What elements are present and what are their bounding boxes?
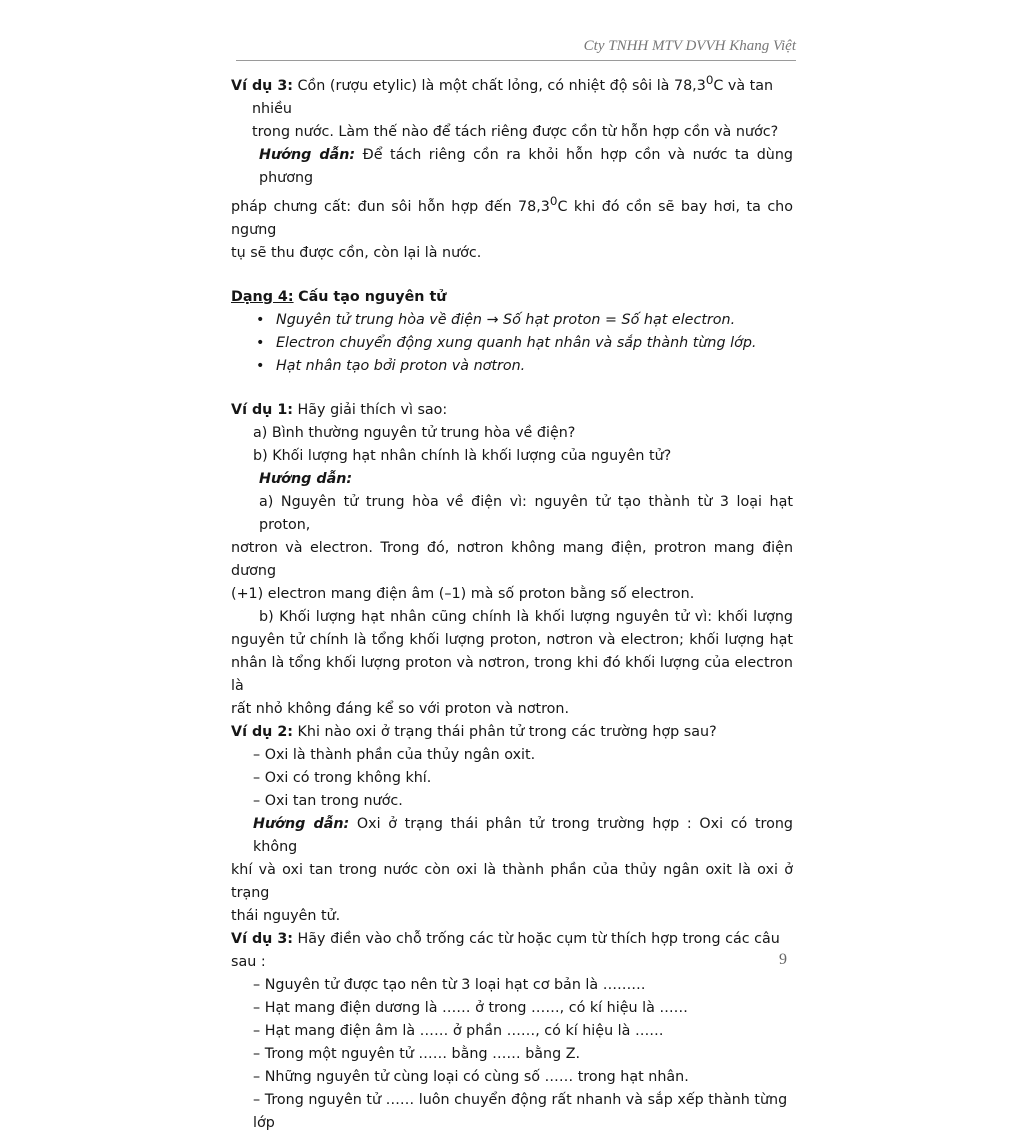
example-3b-question	[231, 928, 793, 974]
superscript: 0	[549, 193, 558, 208]
list-item: – Hạt mang điện dương là …… ở trong ……, có kí hiệu là ……	[253, 999, 688, 1016]
example-3-guide-line1	[231, 144, 793, 190]
text: Để tách riêng cồn ra khỏi hỗn hợp cồn và nước ta dùng phương	[259, 146, 793, 186]
text: Nguyên tử trung hòa về điện	[276, 311, 482, 328]
answer-a-line: nơtron và electron. Trong đó, nơtron không mang điện, protron mang điện dương	[231, 539, 793, 579]
list-item	[256, 309, 793, 332]
example-2-guide-line: khí và oxi tan trong nước còn oxi là thành phần của thủy ngân oxit là oxi ở trạng	[231, 861, 793, 901]
text: Cồn (rượu etylic) là một chất lỏng, có nhiệt độ sôi là 78,3	[297, 77, 706, 94]
guide-label: Hướng dẫn:	[253, 815, 350, 832]
answer-b-line: nhân là tổng khối lượng proton và nơtron, trong khi đó khối lượng của electron là	[231, 654, 793, 694]
answer-b-line: nguyên tử chính là tổng khối lượng proton, nơtron và electron; khối lượng hạt	[231, 631, 793, 648]
example-2-guide-line	[231, 813, 793, 859]
list-item: – Trong một nguyên tử …… bằng …… bằng Z.	[253, 1045, 581, 1062]
list-item: – Oxi tan trong nước.	[253, 792, 403, 809]
guide-label: Hướng dẫn:	[259, 470, 353, 487]
answer-b-line: b) Khối lượng hạt nhân cũng chính là khối lượng nguyên tử vì: khối lượng	[259, 608, 793, 625]
text: Khi nào oxi ở trạng thái phân tử trong các trường hợp sau?	[297, 723, 717, 740]
text: Hãy giải thích vì sao:	[297, 401, 448, 418]
list-item: – Trong nguyên tử …… luôn chuyển động rất nhanh và sắp xếp thành từng lớp	[253, 1091, 788, 1131]
list-item: – Oxi có trong không khí.	[253, 769, 432, 786]
example-label: Ví dụ 3:	[231, 77, 293, 94]
section-heading	[231, 286, 793, 309]
example-1-question	[231, 399, 793, 422]
answer-a-line: a) Nguyên tử trung hòa về điện vì: nguyên tử tạo thành từ 3 loại hạt proton,	[259, 493, 793, 533]
page-number: 9	[779, 951, 787, 968]
header-rule	[236, 60, 796, 61]
superscript: 0	[705, 73, 714, 87]
list-item: – Những nguyên tử cùng loại có cùng số …… trong hạt nhân.	[253, 1068, 689, 1085]
key-points-list	[231, 309, 793, 378]
guide-label: Hướng dẫn:	[259, 146, 356, 163]
example-2-guide-line: thái nguyên tử.	[231, 907, 341, 924]
list-item: • Hạt nhân tạo bởi proton và nơtron.	[256, 355, 793, 378]
text: Oxi ở trạng thái phân tử trong trường hợp : Oxi có trong không	[253, 815, 793, 855]
example-3-guide-line3: tụ sẽ thu được cồn, còn lại là nước.	[231, 244, 482, 261]
running-header: Cty TNHH MTV DVVH Khang Việt	[583, 38, 796, 54]
section-title: Cấu tạo nguyên tử	[298, 288, 447, 305]
list-item: – Oxi là thành phần của thủy ngân oxit.	[253, 746, 536, 763]
answer-a-line: (+1) electron mang điện âm (–1) mà số proton bằng số electron.	[231, 585, 695, 602]
text: Số hạt proton = Số hạt electron.	[503, 311, 736, 328]
text: trong nước. Làm thế nào để tách riêng được cồn từ hỗn hợp cồn và nước?	[252, 123, 779, 140]
example-2-question	[231, 721, 793, 744]
list-item: – Nguyên tử được tạo nên từ 3 loại hạt cơ bản là ………	[253, 976, 646, 993]
list-item: – Hạt mang điện âm là …… ở phần ……, có kí hiệu là ……	[253, 1022, 664, 1039]
example-label: Ví dụ 2:	[231, 723, 293, 740]
list-item: • Electron chuyển động xung quanh hạt nhân và sắp thành từng lớp.	[256, 332, 793, 355]
example-1-part-a: a) Bình thường nguyên tử trung hòa về điện?	[253, 424, 576, 441]
text: C và tan nhiều	[252, 77, 774, 117]
example-label: Ví dụ 3:	[231, 930, 293, 947]
text: Hãy điền vào chỗ trống các từ hoặc cụm từ thích hợp trong các câu sau :	[231, 930, 780, 970]
example-label: Ví dụ 1:	[231, 401, 293, 418]
text: C khi đó cồn sẽ bay hơi, ta cho ngưng	[231, 198, 793, 238]
section-label: Dạng 4:	[231, 288, 294, 305]
answer-b-line: rất nhỏ không đáng kể so với proton và nơtron.	[231, 700, 570, 717]
example-1-part-b: b) Khối lượng hạt nhân chính là khối lượng của nguyên tử?	[253, 447, 672, 464]
text: pháp chưng cất: đun sôi hỗn hợp đến 78,3	[231, 198, 550, 215]
example-3-question	[231, 69, 793, 144]
page-content	[231, 69, 793, 1135]
example-3-guide-line2	[231, 190, 793, 242]
arrow-icon: →	[486, 311, 499, 328]
